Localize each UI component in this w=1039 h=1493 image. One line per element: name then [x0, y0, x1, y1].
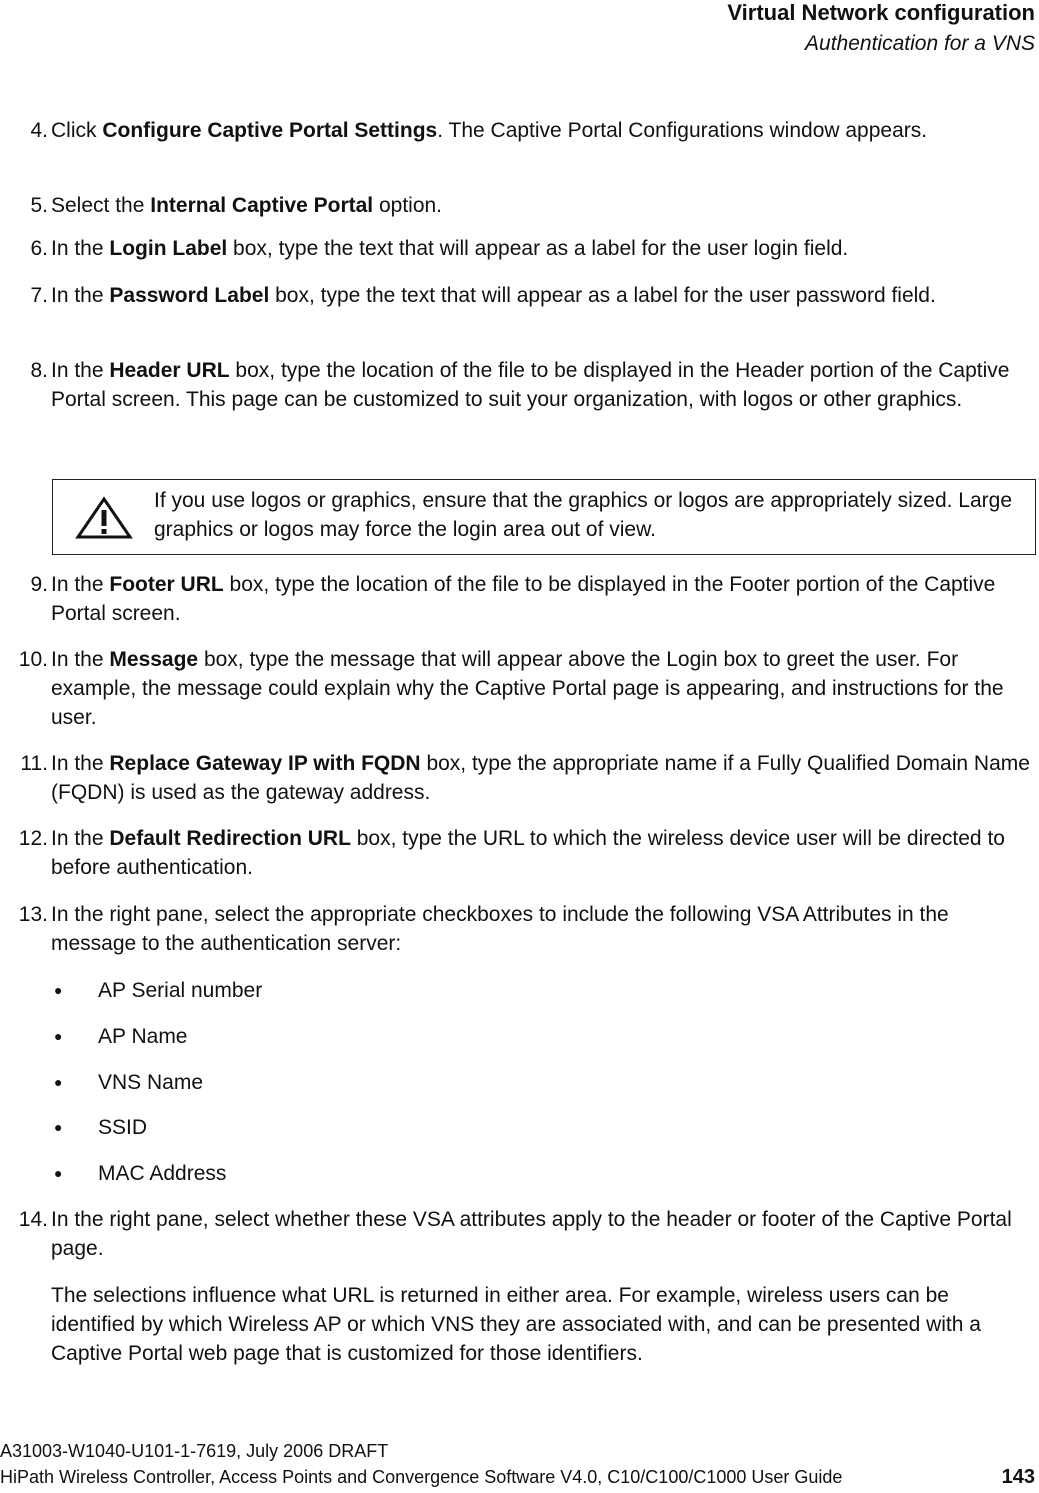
bullet-icon: ●: [54, 1119, 63, 1135]
step-4: 4. Click Configure Captive Portal Settings. The Captive Portal Configurations window appears.: [4, 116, 1034, 145]
footer-guide-title: HiPath Wireless Controller, Access Points and Convergence Software V4.0, C10/C100/C1000 User Guide: [0, 1467, 843, 1487]
step-8: 8. In the Header URL box, type the location of the file to be displayed in the Header portion of the Captive Portal screen. This page can be customized to suit your organization, with logos or other graphics.: [4, 356, 1034, 414]
page-number: 143: [1001, 1466, 1035, 1488]
step-number: 6.: [30, 237, 48, 260]
ui-term: Header URL: [109, 359, 230, 382]
step-6: 6. In the Login Label box, type the text that will appear as a label for the user login field.: [4, 234, 1034, 263]
warning-text: If you use logos or graphics, ensure that the graphics or logos are appropriately sized. Large graphics or logos may force the login area out of view.: [154, 489, 1012, 541]
list-item: ● VNS Name: [54, 1068, 203, 1097]
ui-term: Message: [109, 648, 199, 671]
bullet-icon: ●: [54, 1165, 63, 1181]
step-number: 7.: [30, 284, 48, 307]
closing-paragraph: The selections influence what URL is returned in either area. For example, wireless users can be identified by which Wireless AP or which VNS they are associated with, and can be presented with a Captive Portal web page that is customized for those identifiers.: [51, 1284, 981, 1365]
step-14: 14. In the right pane, select whether these VSA attributes apply to the header or footer of the Captive Portal page.: [4, 1205, 1034, 1263]
ui-term: Configure Captive Portal Settings: [102, 119, 438, 142]
warning-note: [52, 479, 1036, 555]
running-header-title: Virtual Network configuration: [727, 0, 1035, 25]
list-item: ● MAC Address: [54, 1159, 226, 1188]
step-number: 9.: [30, 573, 48, 596]
ui-term: Login Label: [109, 237, 228, 260]
ui-term: Footer URL: [109, 573, 224, 596]
running-header-subtitle: Authentication for a VNS: [805, 32, 1035, 55]
ui-term: Default Redirection URL: [109, 827, 351, 850]
step-number: 8.: [30, 359, 48, 382]
step-number: 13.: [18, 903, 48, 926]
step-10: 10. In the Message box, type the message that will appear above the Login box to greet the user. For example, the message could explain why the Captive Portal page is appearing, and instructions for the user.: [4, 645, 1034, 732]
step-12: 12. In the Default Redirection URL box, type the URL to which the wireless device user will be directed to before authentication.: [4, 824, 1034, 882]
step-number: 5.: [30, 194, 48, 217]
step-5: 5. Select the Internal Captive Portal option.: [4, 191, 1034, 220]
list-item: ● AP Serial number: [54, 976, 262, 1005]
warning-icon: [75, 496, 133, 540]
step-11: 11. In the Replace Gateway IP with FQDN box, type the appropriate name if a Fully Qualified Domain Name (FQDN) is used as the gateway address.: [4, 749, 1034, 807]
ui-term: Password Label: [109, 284, 270, 307]
step-number: 4.: [30, 119, 48, 142]
step-number: 10.: [18, 648, 48, 671]
bullet-icon: ●: [54, 1028, 63, 1044]
step-number: 12.: [18, 827, 48, 850]
step-number: 11.: [20, 752, 48, 775]
step-9: 9. In the Footer URL box, type the location of the file to be displayed in the Footer portion of the Captive Portal screen.: [4, 570, 1034, 628]
step-7: 7. In the Password Label box, type the text that will appear as a label for the user password field.: [4, 281, 1034, 310]
ui-term: Replace Gateway IP with FQDN: [109, 752, 421, 775]
list-item: ● SSID: [54, 1113, 147, 1142]
bullet-icon: ●: [54, 1074, 63, 1090]
ui-term: Internal Captive Portal: [150, 194, 374, 217]
step-13: 13. In the right pane, select the appropriate checkboxes to include the following VSA Attributes in the message to the authentication server:: [4, 900, 1034, 958]
step-number: 14.: [18, 1208, 48, 1231]
list-item: ● AP Name: [54, 1022, 188, 1051]
footer-doc-id: A31003-W1040-U101-1-7619, July 2006 DRAFT: [0, 1441, 389, 1461]
bullet-icon: ●: [54, 982, 63, 998]
